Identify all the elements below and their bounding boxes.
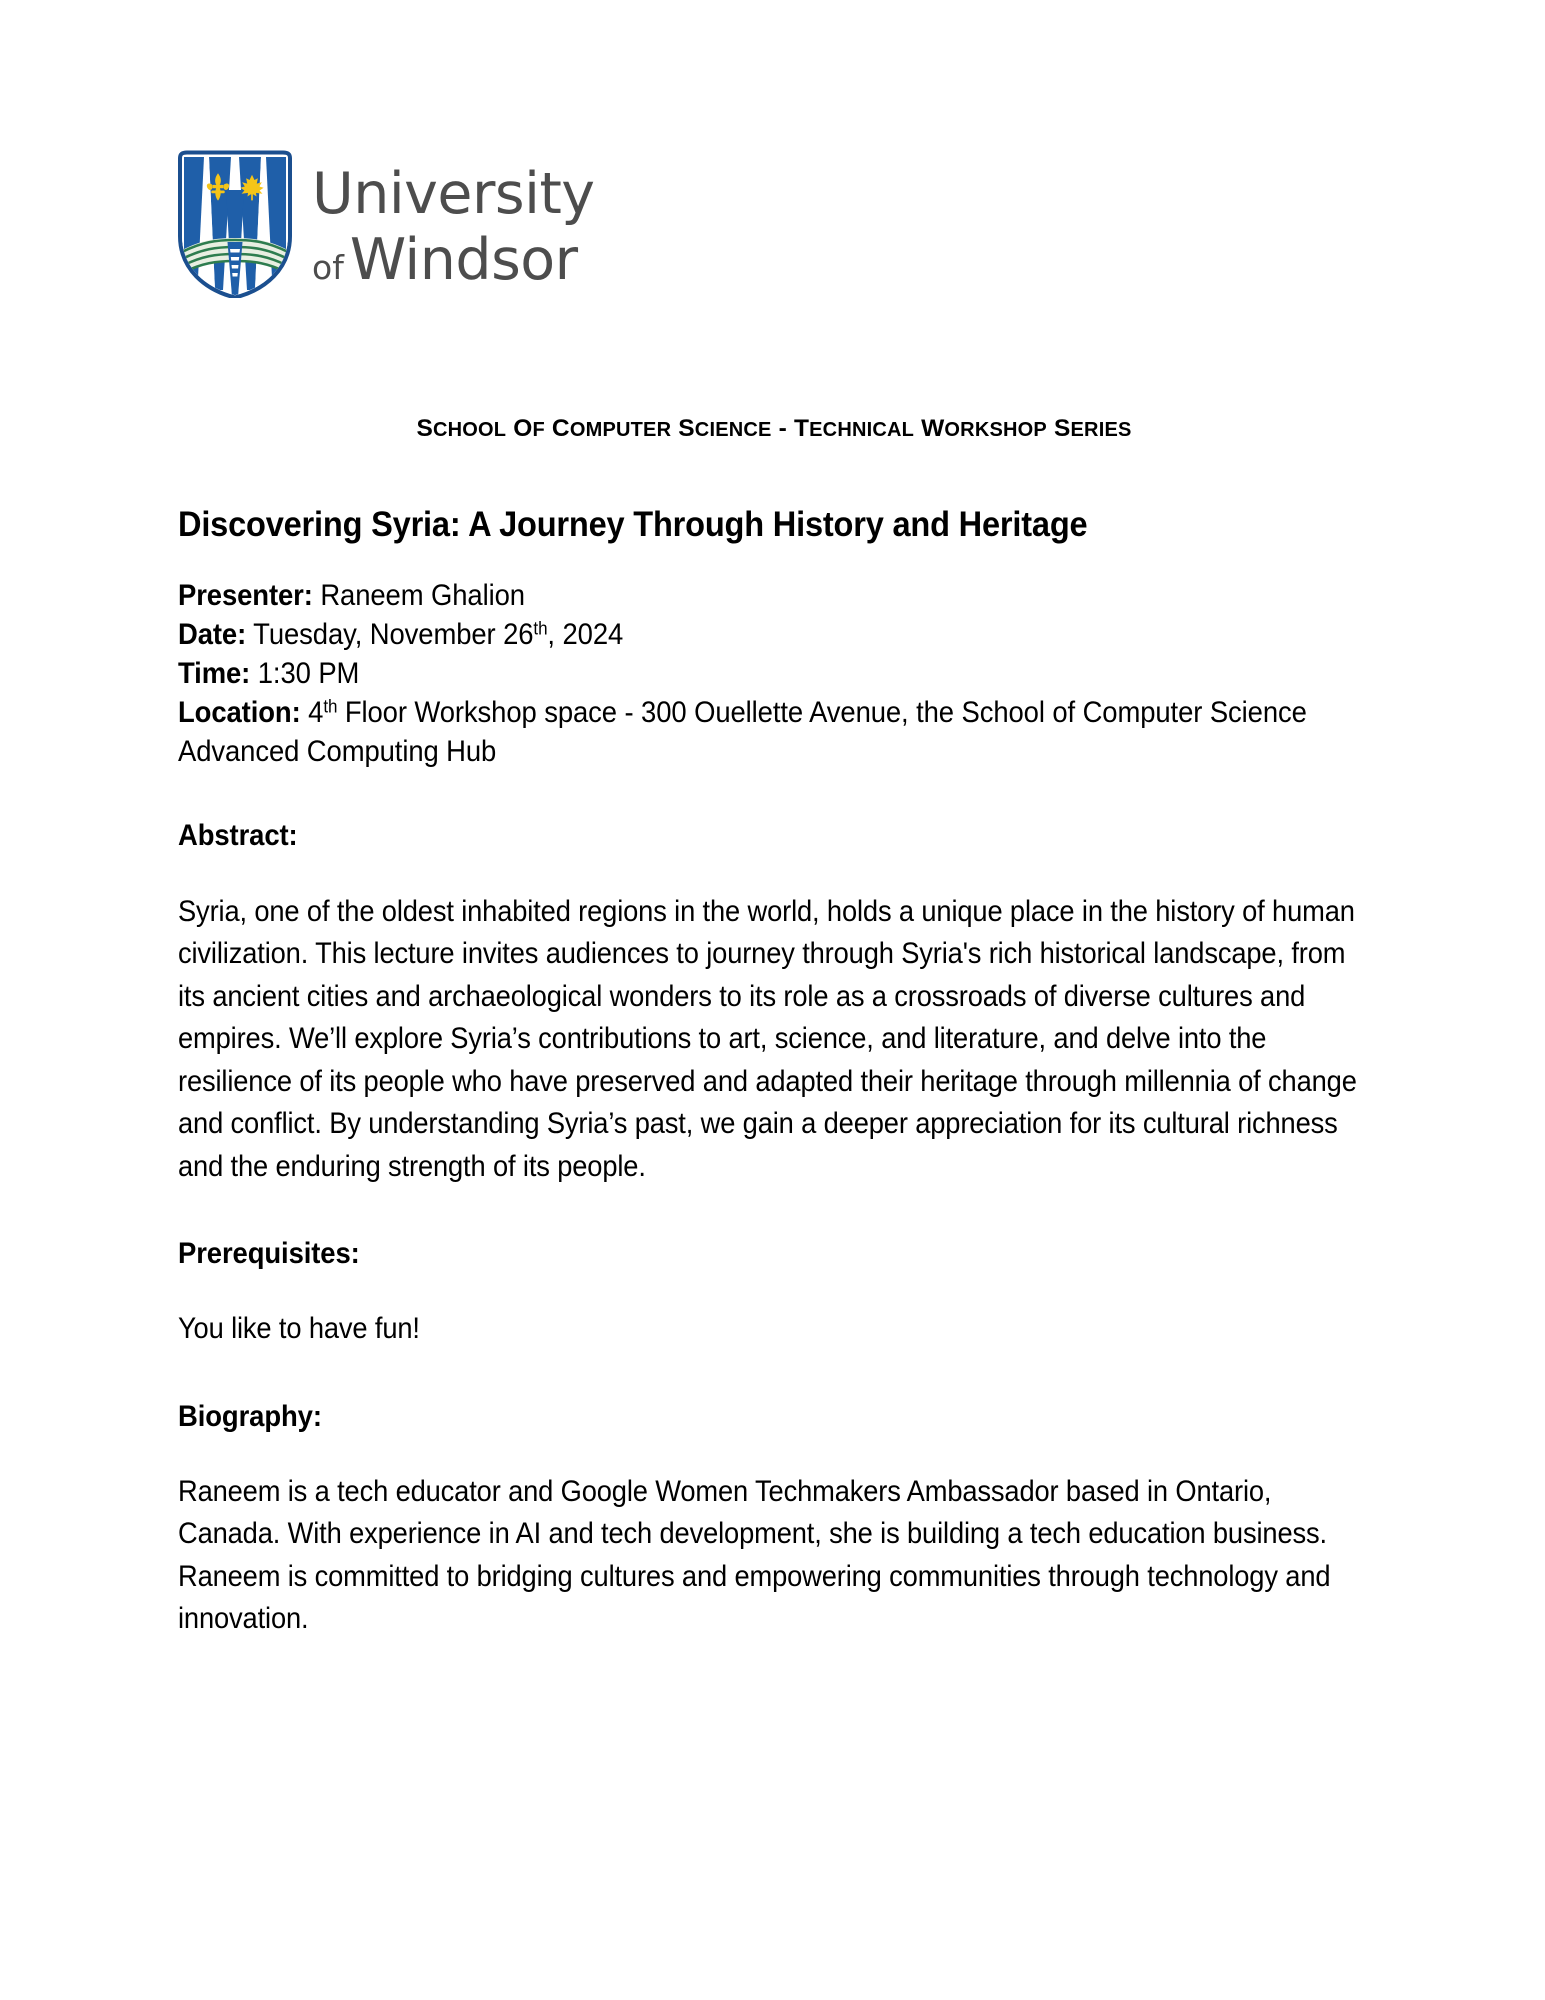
wordmark-of: of xyxy=(312,247,344,287)
series-header-text: SCHOOL OF COMPUTER SCIENCE - TECHNICAL WORKSHOP SERIES xyxy=(416,415,1132,442)
page-title: Discovering Syria: A Journey Through History and Heritage xyxy=(178,505,1088,544)
biography-body: Raneem is a tech educator and Google Women Techmakers Ambassador based in Ontario, Canada. With experience in AI and tech development, she is building a tech education business. Raneem is committed to bridging cultures and empowering communities through technology and innovation. xyxy=(178,1474,1331,1636)
detail-date xyxy=(178,616,1370,655)
prerequisites-heading: Prerequisites: xyxy=(178,1237,360,1271)
biography-heading: Biography: xyxy=(178,1399,322,1433)
university-wordmark xyxy=(312,160,595,293)
detail-location xyxy=(178,694,1370,772)
abstract-heading: Abstract: xyxy=(178,818,298,852)
time-label: Time: xyxy=(178,657,251,691)
detail-presenter xyxy=(178,577,1370,616)
presenter-label: Presenter: xyxy=(178,579,313,613)
university-logo xyxy=(176,150,595,298)
document-content xyxy=(178,415,1370,1670)
date-label: Date: xyxy=(178,618,247,652)
presenter-value: Raneem Ghalion xyxy=(320,579,525,613)
detail-time xyxy=(178,655,1370,694)
date-ordinal-suffix: th xyxy=(533,617,548,639)
event-details xyxy=(178,577,1370,772)
location-value-pre: 4 xyxy=(308,696,324,730)
wordmark-university: University xyxy=(312,160,595,227)
series-header xyxy=(178,415,1370,443)
abstract-body: Syria, one of the oldest inhabited regions in the world, holds a unique place in the history of human civilization. This lecture invites audiences to journey through Syria's rich historical landscape, from its ancient cities and archaeological wonders to its role as a crossroads of diverse cultures and empires. We’ll explore Syria’s contributions to art, science, and literature, and delve into the resilience of its people who have preserved and adapted their heritage through millennia of change and conflict. By understanding Syria’s past, we gain a deeper appreciation for its cultural richness and the enduring strength of its people. xyxy=(178,894,1357,1183)
university-of-windsor-shield-icon xyxy=(176,150,294,298)
time-value: 1:30 PM xyxy=(257,657,360,691)
date-value-post: , 2024 xyxy=(547,618,624,652)
date-value-pre: Tuesday, November 26 xyxy=(253,618,534,652)
prerequisites-body: You like to have fun! xyxy=(178,1312,420,1346)
location-value-post: Floor Workshop space - 300 Ouellette Avenue, the School of Computer Science Advanced Computing Hub xyxy=(178,696,1307,768)
wordmark-windsor: Windsor xyxy=(349,226,578,293)
location-ordinal-suffix: th xyxy=(323,695,338,717)
location-label: Location: xyxy=(178,696,301,730)
